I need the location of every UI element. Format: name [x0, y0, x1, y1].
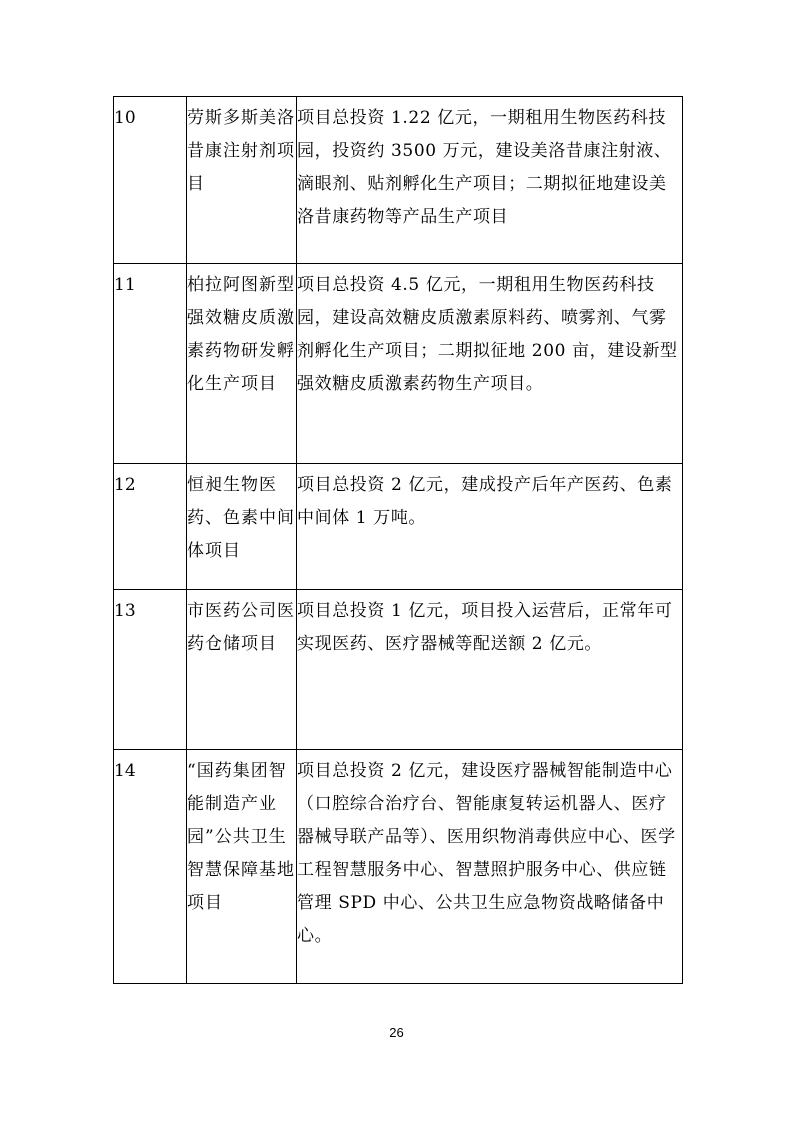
project-name: 市医药公司医药仓储项目: [187, 590, 297, 750]
table-row: [114, 590, 683, 750]
project-description: 项目总投资 1 亿元，项目投入运营后，正常年可实现医药、医疗器械等配送额 2 亿元。: [297, 590, 683, 750]
project-name: “国药集团智能制造产业园”公共卫生智慧保障基地项目: [187, 750, 297, 984]
project-description: 项目总投资 2 亿元，建成投产后年产医药、色素中间体 1 万吨。: [297, 464, 683, 590]
table-row: [114, 264, 683, 464]
row-number: 14: [114, 750, 187, 984]
table-row: [114, 97, 683, 264]
project-name: 柏拉阿图新型强效糖皮质激素药物研发孵化生产项目: [187, 264, 297, 464]
row-number: 13: [114, 590, 187, 750]
row-number: 12: [114, 464, 187, 590]
page-number: 26: [389, 1025, 404, 1040]
project-description: 项目总投资 2 亿元，建设医疗器械智能制造中心（口腔综合治疗台、智能康复转运机器人、医疗器械导联产品等）、医用织物消毒供应中心、医学工程智慧服务中心、智慧照护服务中心、供应链管理 SPD 中心、公共卫生应急物资战略储备中心。: [297, 750, 683, 984]
project-description: 项目总投资 4.5 亿元，一期租用生物医药科技园，建设高效糖皮质激素原料药、喷雾剂、气雾剂孵化生产项目；二期拟征地 200 亩，建设新型强效糖皮质激素药物生产项目。: [297, 264, 683, 464]
row-number: 11: [114, 264, 187, 464]
table-row: [114, 750, 683, 984]
project-name: 劳斯多斯美洛昔康注射剂项目: [187, 97, 297, 264]
row-number: 10: [114, 97, 187, 264]
table-row: [114, 464, 683, 590]
project-table: [113, 96, 683, 984]
project-name: 恒昶生物医药、色素中间体项目: [187, 464, 297, 590]
project-description: 项目总投资 1.22 亿元，一期租用生物医药科技园，投资约 3500 万元，建设美洛昔康注射液、滴眼剂、贴剂孵化生产项目；二期拟征地建设美洛昔康药物等产品生产项目: [297, 97, 683, 264]
